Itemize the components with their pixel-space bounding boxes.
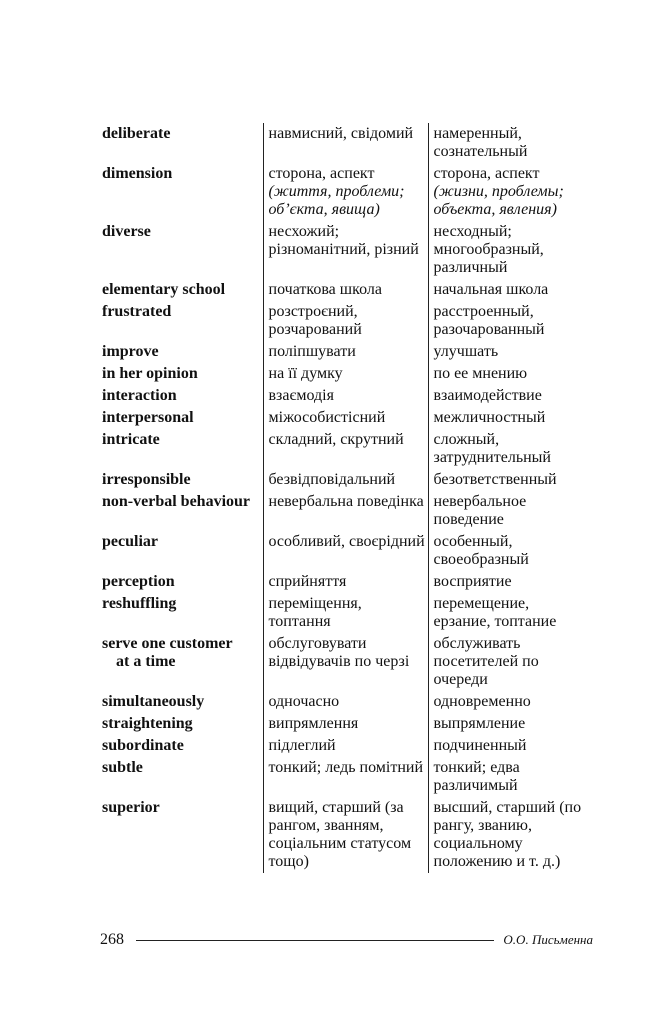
russian-translation-text: сторона, аспект [433, 165, 540, 182]
english-term [100, 469, 263, 491]
glossary-row [100, 221, 587, 279]
glossary-body [100, 123, 587, 873]
russian-translation [428, 633, 587, 691]
english-term [100, 691, 263, 713]
english-term-line: perception [102, 573, 175, 590]
glossary-row [100, 341, 587, 363]
ukrainian-translation-text: переміщення, топтання [268, 595, 362, 630]
ukrainian-translation [263, 221, 428, 279]
english-term [100, 797, 263, 873]
english-term-line: straightening [102, 715, 193, 732]
ukrainian-translation [263, 407, 428, 429]
ukrainian-translation-text: взаємодія [268, 387, 334, 404]
russian-translation [428, 429, 587, 469]
glossary-row [100, 531, 587, 571]
russian-translation [428, 301, 587, 341]
english-term-line: subordinate [102, 737, 184, 754]
glossary-row [100, 713, 587, 735]
glossary-row [100, 163, 587, 221]
russian-translation-text: сложный, затруднительный [433, 431, 551, 466]
ukrainian-translation-text: обслуговувати відвідувачів по черзі [268, 635, 410, 670]
english-term-line: interpersonal [102, 409, 194, 426]
ukrainian-translation-text: сторона, аспект [268, 165, 375, 182]
russian-translation-text: межличностный [433, 409, 546, 426]
russian-translation-text: одновременно [433, 693, 531, 710]
english-term [100, 407, 263, 429]
russian-translation-text: невербальное поведение [433, 493, 527, 528]
english-term-line: simultaneously [102, 693, 205, 710]
english-term-line: subtle [102, 759, 143, 776]
russian-translation-text: начальная школа [433, 281, 549, 298]
ukrainian-translation-text: підлеглий [268, 737, 336, 754]
ukrainian-translation [263, 163, 428, 221]
english-term [100, 385, 263, 407]
english-term [100, 491, 263, 531]
russian-translation [428, 469, 587, 491]
russian-translation-text: безответственный [433, 471, 557, 488]
russian-translation [428, 363, 587, 385]
english-term-line: reshuffling [102, 595, 177, 612]
ukrainian-translation-text: несхожий; різноманітний, різний [268, 223, 419, 258]
russian-translation [428, 491, 587, 531]
ukrainian-translation [263, 797, 428, 873]
russian-translation-text: перемещение, ерзание, топтание [433, 595, 557, 630]
english-term [100, 123, 263, 163]
ukrainian-translation [263, 491, 428, 531]
russian-translation [428, 163, 587, 221]
ukrainian-translation-text: на її думку [268, 365, 343, 382]
glossary-row [100, 593, 587, 633]
ukrainian-translation [263, 633, 428, 691]
ukrainian-translation-text: вищий, старший (за рангом, званням, соціальним статусом тощо) [268, 799, 412, 870]
russian-translation [428, 571, 587, 593]
russian-translation [428, 385, 587, 407]
ukrainian-translation [263, 531, 428, 571]
russian-translation-text: обслуживать посетителей по очереди [433, 635, 539, 688]
english-term-line: improve [102, 343, 159, 360]
russian-translation [428, 407, 587, 429]
russian-translation-text: выпрямление [433, 715, 526, 732]
russian-translation-text: взаимодействие [433, 387, 542, 404]
russian-translation [428, 531, 587, 571]
glossary-row [100, 469, 587, 491]
russian-translation [428, 221, 587, 279]
page-number: 268 [100, 931, 124, 948]
ukrainian-translation [263, 593, 428, 633]
english-term [100, 429, 263, 469]
english-term [100, 593, 263, 633]
russian-translation-text: тонкий; едва различимый [433, 759, 520, 794]
footer-author: О.О. Письменна [503, 932, 593, 947]
ukrainian-translation [263, 691, 428, 713]
glossary-row [100, 429, 587, 469]
russian-translation [428, 341, 587, 363]
russian-translation-text: улучшать [433, 343, 499, 360]
english-term [100, 279, 263, 301]
ukrainian-translation-text: навмисний, свідомий [268, 125, 414, 142]
glossary-row [100, 633, 587, 691]
english-term [100, 757, 263, 797]
english-term-line: interaction [102, 387, 177, 404]
russian-translation [428, 713, 587, 735]
english-term [100, 531, 263, 571]
ukrainian-translation-text: початкова школа [268, 281, 382, 298]
russian-translation-text: намеренный, сознательный [433, 125, 528, 160]
ukrainian-translation-note: (життя, проблеми; об’єкта, явища) [268, 183, 405, 218]
ukrainian-translation [263, 735, 428, 757]
ukrainian-translation-text: одночасно [268, 693, 340, 710]
english-term-line: elementary school [102, 281, 226, 298]
english-term [100, 633, 263, 691]
glossary-row [100, 279, 587, 301]
ukrainian-translation [263, 279, 428, 301]
english-term [100, 221, 263, 279]
english-term [100, 301, 263, 341]
english-term-line: frustrated [102, 303, 172, 320]
russian-translation-text: восприятие [433, 573, 512, 590]
glossary-row [100, 491, 587, 531]
russian-translation-text: несходный; многообразный, различный [433, 223, 544, 276]
russian-translation-text: особенный, своеобразный [433, 533, 529, 568]
ukrainian-translation-text: невербальна поведінка [268, 493, 424, 510]
ukrainian-translation [263, 757, 428, 797]
english-term-line: irresponsible [102, 471, 191, 488]
english-term-line: non-verbal behaviour [102, 493, 251, 510]
english-term [100, 363, 263, 385]
glossary-row [100, 301, 587, 341]
russian-translation [428, 735, 587, 757]
russian-translation-text: подчиненный [433, 737, 527, 754]
russian-translation [428, 797, 587, 873]
english-term-line: deliberate [102, 125, 171, 142]
english-term-line: dimension [102, 165, 173, 182]
russian-translation [428, 757, 587, 797]
glossary-row [100, 797, 587, 873]
ukrainian-translation [263, 385, 428, 407]
english-term-line: diverse [102, 223, 151, 240]
glossary-row [100, 385, 587, 407]
russian-translation-text: расстроенный, разочарованный [433, 303, 545, 338]
english-term-line: at a time [116, 653, 176, 670]
glossary-row [100, 691, 587, 713]
glossary-row [100, 363, 587, 385]
english-term-line: peculiar [102, 533, 158, 550]
ukrainian-translation-text: сприйняття [268, 573, 347, 590]
russian-translation [428, 593, 587, 633]
ukrainian-translation-text: випрямлення [268, 715, 359, 732]
english-term-line: intricate [102, 431, 160, 448]
english-term [100, 713, 263, 735]
glossary-row [100, 757, 587, 797]
ukrainian-translation [263, 571, 428, 593]
russian-translation [428, 691, 587, 713]
ukrainian-translation-text: міжособистісний [268, 409, 386, 426]
english-term [100, 571, 263, 593]
glossary-row [100, 571, 587, 593]
ukrainian-translation-text: особливий, своєрідний [268, 533, 425, 550]
ukrainian-translation [263, 469, 428, 491]
glossary-table [100, 123, 587, 873]
ukrainian-translation [263, 301, 428, 341]
ukrainian-translation [263, 713, 428, 735]
english-term-line: superior [102, 799, 160, 816]
russian-translation [428, 123, 587, 163]
ukrainian-translation [263, 123, 428, 163]
glossary-row [100, 407, 587, 429]
english-term-line: in her opinion [102, 365, 198, 382]
russian-translation [428, 279, 587, 301]
glossary-row [100, 735, 587, 757]
glossary-row [100, 123, 587, 163]
ukrainian-translation-text: тонкий; ледь помітний [268, 759, 424, 776]
ukrainian-translation-text: розстроєний, розчарований [268, 303, 362, 338]
footer-rule [136, 940, 494, 941]
ukrainian-translation-text: поліпшувати [268, 343, 356, 360]
ukrainian-translation [263, 363, 428, 385]
english-term [100, 735, 263, 757]
ukrainian-translation-text: безвідповідальний [268, 471, 396, 488]
russian-translation-text: по ее мнению [433, 365, 528, 382]
ukrainian-translation [263, 341, 428, 363]
english-term [100, 341, 263, 363]
russian-translation-note: (жизни, проблемы; объекта, явления) [433, 183, 564, 218]
ukrainian-translation-text: складний, скрутний [268, 431, 404, 448]
english-term-line: serve one customer [102, 635, 233, 652]
ukrainian-translation [263, 429, 428, 469]
russian-translation-text: высший, старший (по рангу, званию, социальному положению и т. д.) [433, 799, 582, 870]
english-term [100, 163, 263, 221]
page-footer [100, 930, 593, 950]
